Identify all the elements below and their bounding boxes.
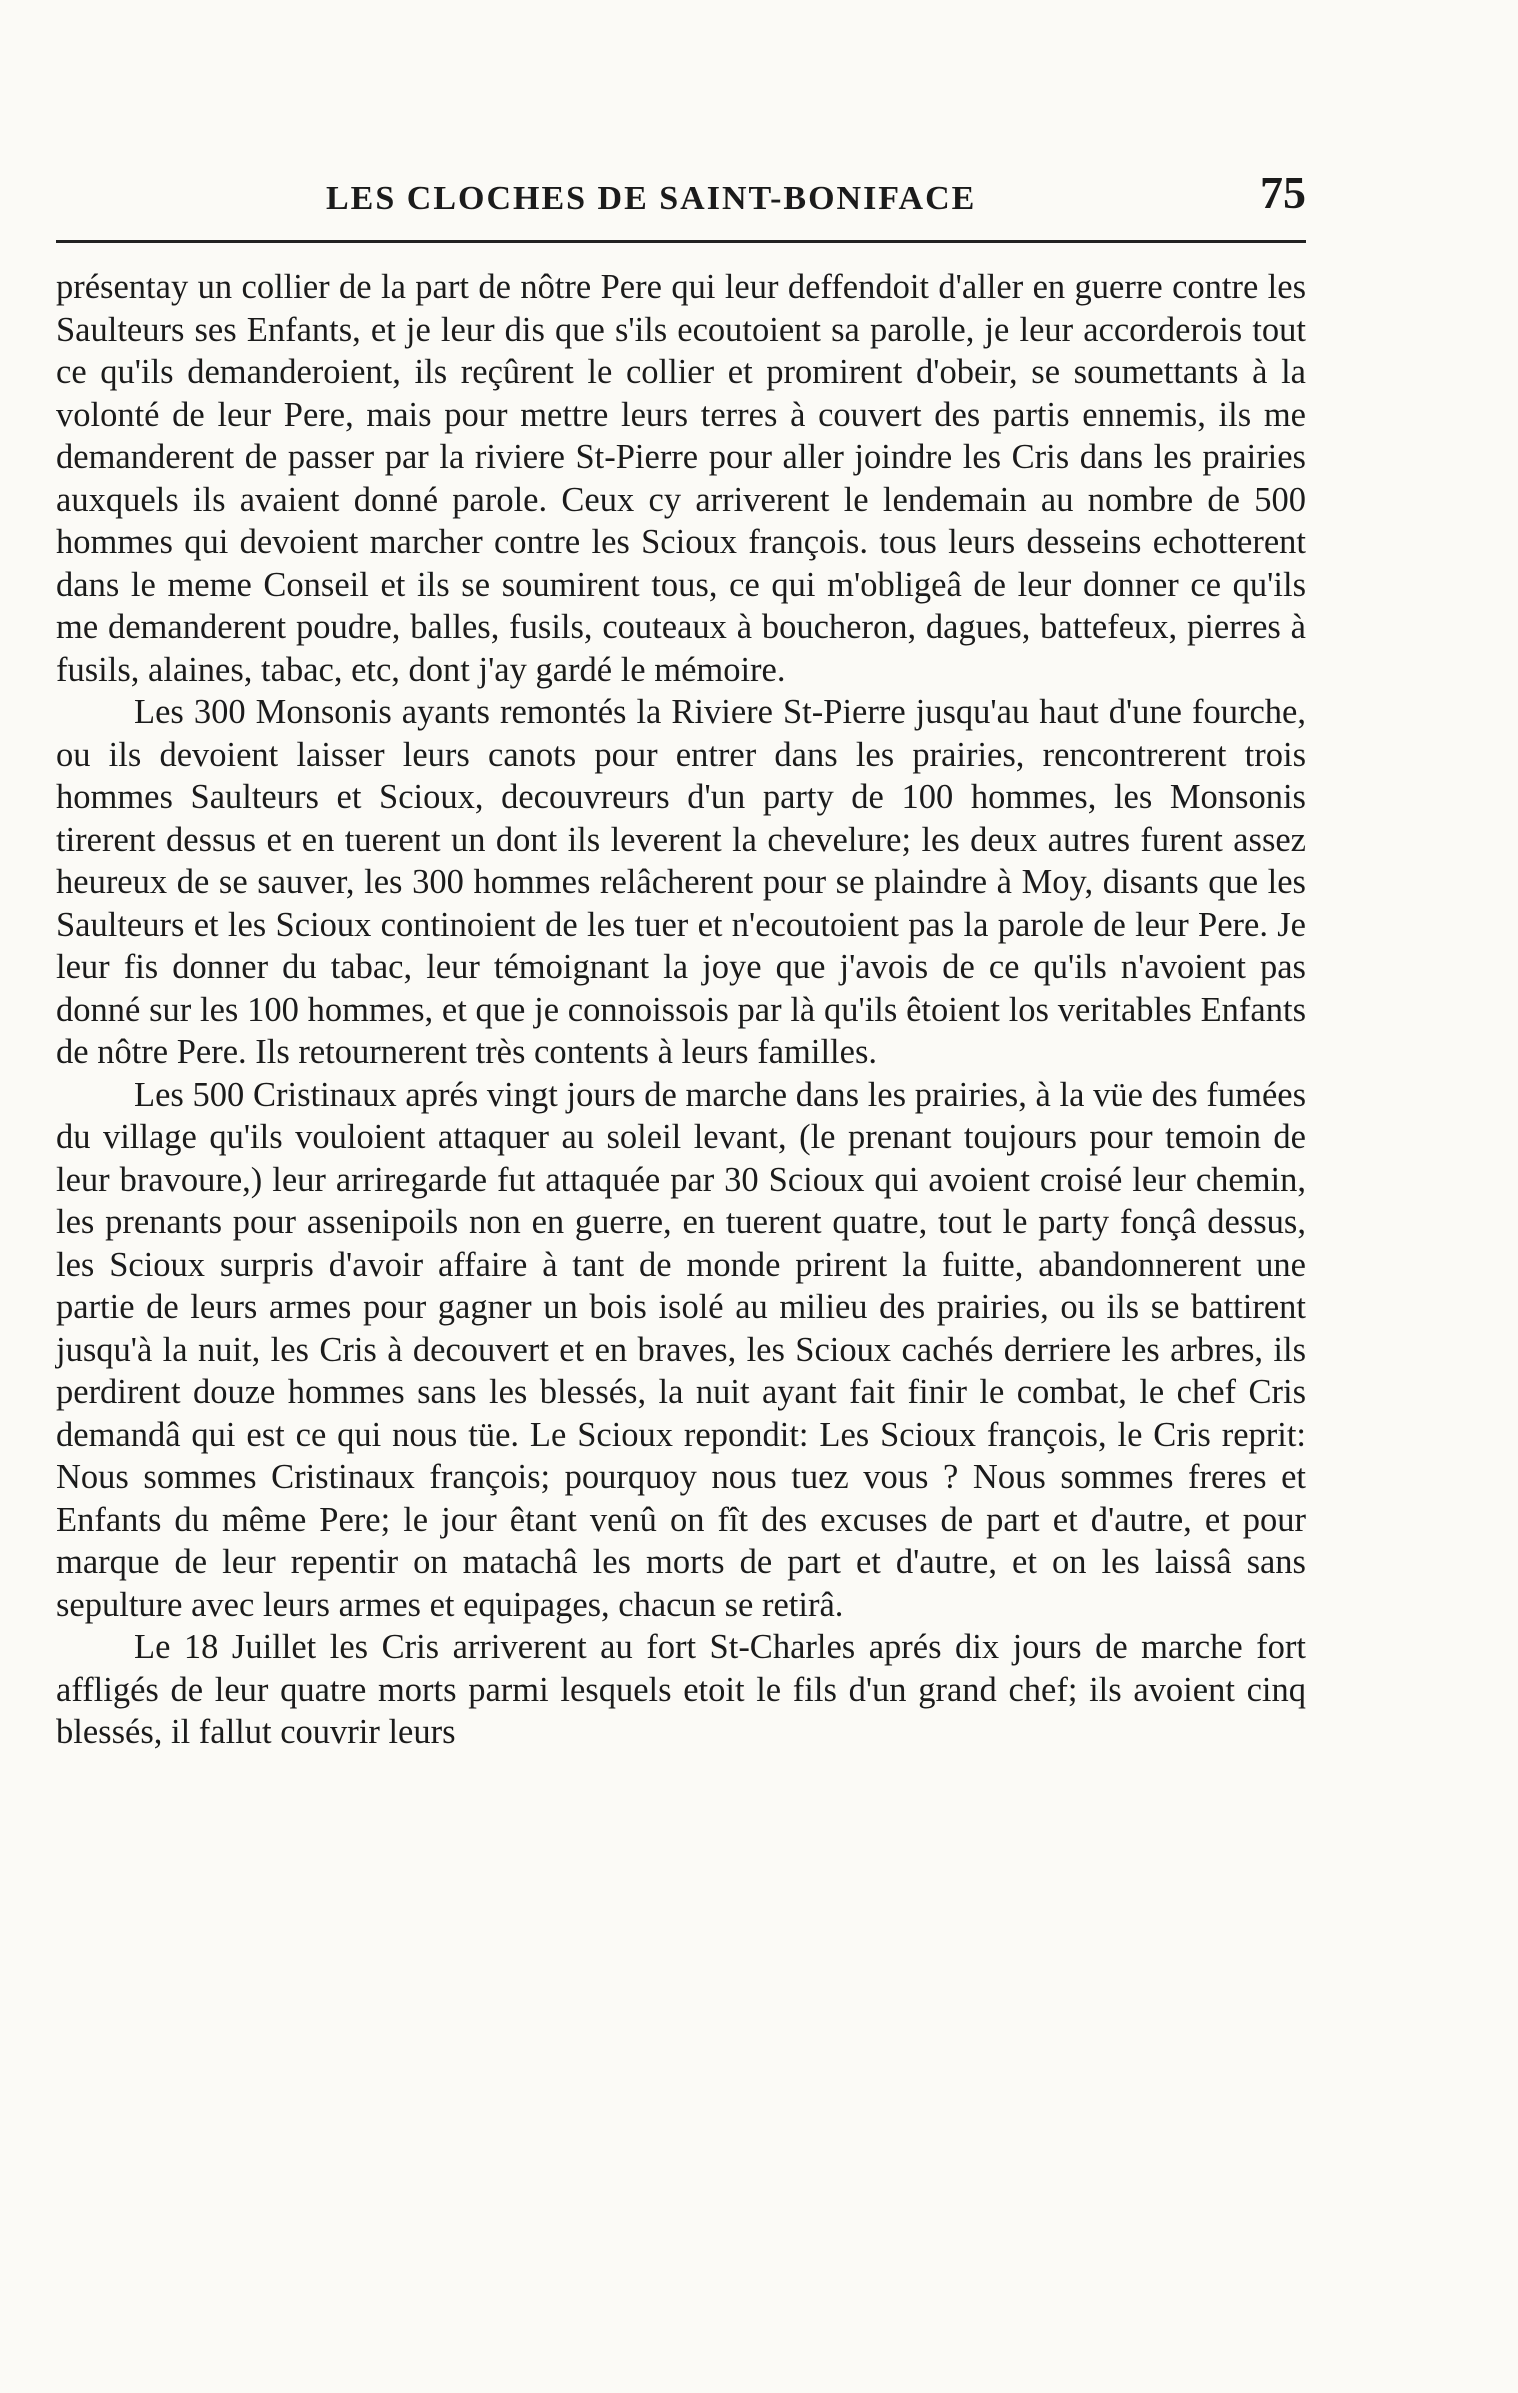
- paragraph-3: Les 500 Cristinaux aprés vingt jours de marche dans les prairies, à la vüe des fumées du village qu'ils vouloient attaquer au soleil levant, (le prenant toujours pour temoin de leur bravoure,) leur arriregarde fut attaquée par 30 Scioux qui avoient croisé leur chemin, les prenants pour assenipoils non en guerre, en tuerent quatre, tout le party fonçâ dessus, les Scioux surpris d'avoir affaire à tant de monde prirent la fuitte, abandonnerent une partie de leurs armes pour gagner un bois isolé au milieu des prairies, ou ils se battirent jusqu'à la nuit, les Cris à decouvert et en braves, les Scioux cachés derriere les arbres, ils perdirent douze hommes sans les blessés, la nuit ayant fait finir le combat, le chef Cris demandâ qui est ce qui nous tüe. Le Scioux repondit: Les Scioux françois, le Cris reprit: Nous sommes Cristinaux françois; pourquoy nous tuez vous ? Nous sommes freres et Enfants du même Pere; le jour êtant venû on fît des excuses de part et d'autre, et pour marque de leur repentir on matachâ les morts de part et d'autre, et on les laissâ sans sepulture avec leurs armes et equipages, chacun se retirâ.: [56, 1075, 1306, 1624]
- page-number: 75: [1260, 167, 1306, 218]
- body-text: [56, 266, 1306, 1754]
- paragraph-4: Le 18 Juillet les Cris arriverent au fort St-Charles aprés dix jours de marche fort affligés de leur quatre morts parmi lesquels etoit le fils d'un grand chef; ils avoient cinq blessés, il fallut couvrir leurs: [56, 1628, 1306, 1751]
- paragraph-1: présentay un collier de la part de nôtre Pere qui leur deffendoit d'aller en guerre contre les Saulteurs ses Enfants, et je leur dis que s'ils ecoutoient sa parolle, je leur accorderois tout ce qu'ils demanderoient, ils reçûrent le collier et promirent d'obeir, se soumettants à la volonté de leur Pere, mais pour mettre leurs terres à couvert des partis ennemis, ils me demanderent de passer par la riviere St-Pierre pour aller joindre les Cris dans les prairies auxquels ils avaient donné parole. Ceux cy arriverent le lendemain au nombre de 500 hommes qui devoient marcher contre les Scioux françois. tous leurs desseins echotterent dans le meme Conseil et ils se soumirent tous, ce qui m'obligeâ de leur donner ce qu'ils me demanderent poudre, balles, fusils, couteaux à boucheron, dagues, battefeux, pierres à fusils, alaines, tabac, etc, dont j'ay gardé le mémoire.: [56, 268, 1306, 689]
- header-rule: [56, 240, 1306, 243]
- paragraph-2: Les 300 Monsonis ayants remontés la Riviere St-Pierre jusqu'au haut d'une fourche, ou ils devoient laisser leurs canots pour entrer dans les prairies, rencontrerent trois hommes Saulteurs et Scioux, decouvreurs d'un party de 100 hommes, les Monsonis tirerent dessus et en tuerent un dont ils leverent la chevelure; les deux autres furent assez heureux de se sauver, les 300 hommes relâcherent pour se plaindre à Moy, disants que les Saulteurs et les Scioux continoient de les tuer et n'ecoutoient pas la parole de leur Pere. Je leur fis donner du tabac, leur témoignant la joye que j'avois de ce qu'ils n'avoient pas donné sur les 100 hommes, et que je connoissois par là qu'ils êtoient los veritables Enfants de nôtre Pere. Ils retournerent très contents à leurs familles.: [56, 693, 1306, 1071]
- running-title: LES CLOCHES DE SAINT-BONIFACE: [326, 180, 977, 217]
- book-page: [56, 0, 1306, 2393]
